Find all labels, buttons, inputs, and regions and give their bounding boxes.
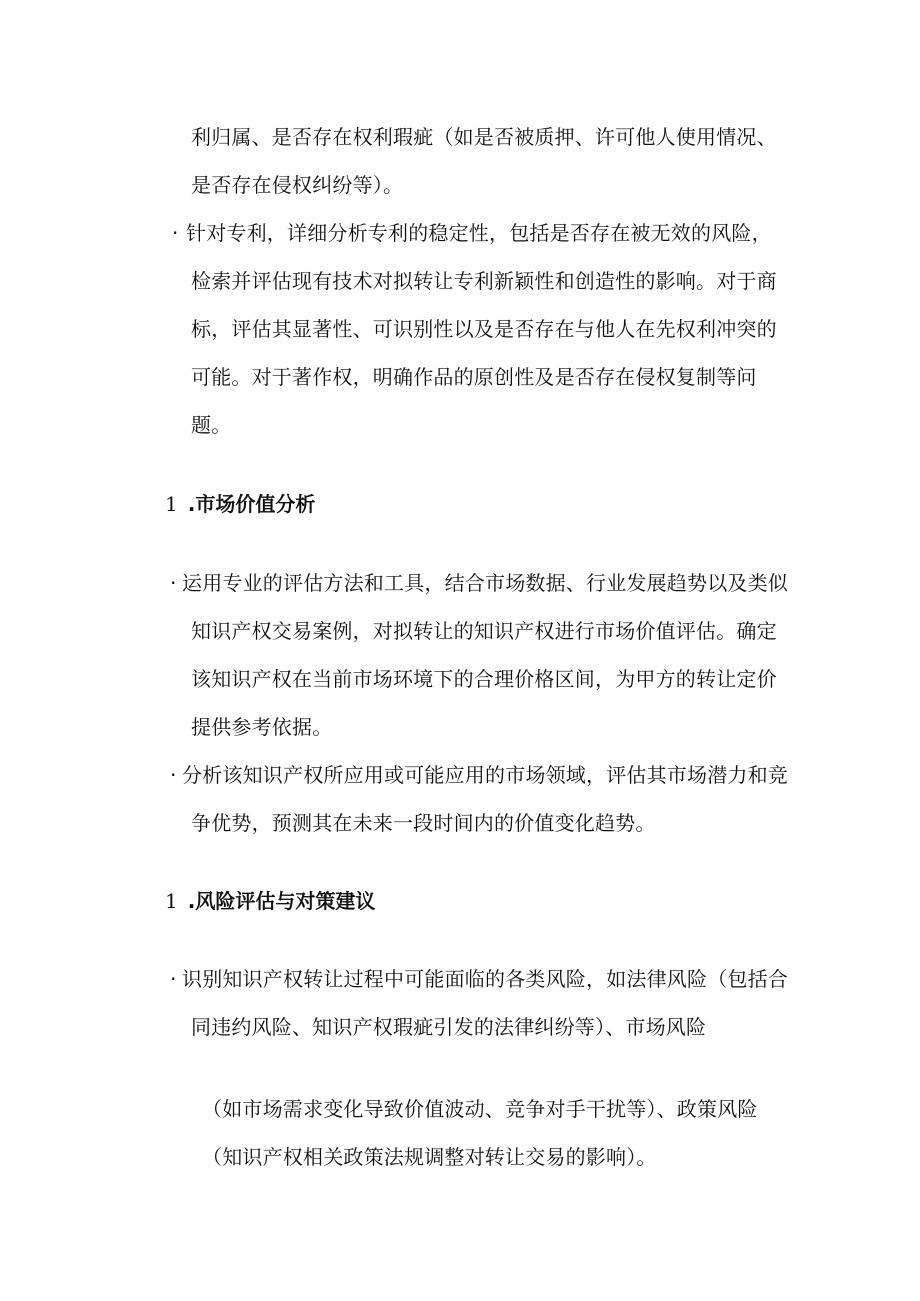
paragraph-line: （知识产权相关政策法规调整对转让交易的影响）。 (202, 1145, 657, 1169)
paragraph-line: 标，评估其显著性、可识别性以及是否存在与他人在先权利冲突的 (191, 317, 777, 341)
section-heading-risk (165, 888, 375, 914)
paragraph-line: 提供参考依据。 (191, 715, 333, 739)
bullet-icon: · (170, 967, 177, 991)
paragraph-line: 该知识产权在当前市场环境下的合理价格区间，为甲方的转让定价 (191, 667, 777, 691)
paragraph-line: （如市场需求变化导致价值波动、竞争对手干扰等）、政策风险 (202, 1097, 758, 1121)
paragraph-line: 针对专利，详细分析专利的稳定性，包括是否存在被无效的风险， (186, 221, 772, 245)
heading-title: .市场价值分析 (187, 492, 316, 516)
paragraph-line: 是否存在侵权纠纷等）。 (191, 173, 404, 197)
paragraph-line: 题。 (191, 413, 232, 437)
bullet-icon: · (170, 571, 177, 595)
paragraph-line: 检索并评估现有技术对拟转让专利新颖性和创造性的影响。对于商 (191, 269, 777, 293)
heading-number: 1 (165, 492, 178, 516)
section-heading-market-value (165, 491, 315, 517)
bullet-icon: · (170, 763, 177, 787)
bullet-icon: · (172, 221, 179, 245)
heading-title: .风险评估与对策建议 (187, 889, 376, 913)
paragraph-line: 识别知识产权转让过程中可能面临的各类风险，如法律风险（包括合 (182, 967, 788, 991)
paragraph-line: 分析该知识产权所应用或可能应用的市场领域，评估其市场潜力和竞 (182, 763, 788, 787)
paragraph-line: 知识产权交易案例，对拟转让的知识产权进行市场价值评估。确定 (191, 619, 777, 643)
paragraph-line: 利归属、是否存在权利瑕疵（如是否被质押、许可他人使用情况、 (191, 125, 777, 149)
paragraph-line: 同违约风险、知识产权瑕疵引发的法律纠纷等）、市场风险 (191, 1015, 707, 1039)
heading-number: 1 (165, 889, 178, 913)
paragraph-line: 运用专业的评估方法和工具，结合市场数据、行业发展趋势以及类似 (182, 571, 788, 595)
paragraph-line: 争优势，预测其在未来一段时间内的价值变化趋势。 (191, 811, 656, 835)
paragraph-line: 可能。对于著作权，明确作品的原创性及是否存在侵权复制等问 (191, 365, 757, 389)
